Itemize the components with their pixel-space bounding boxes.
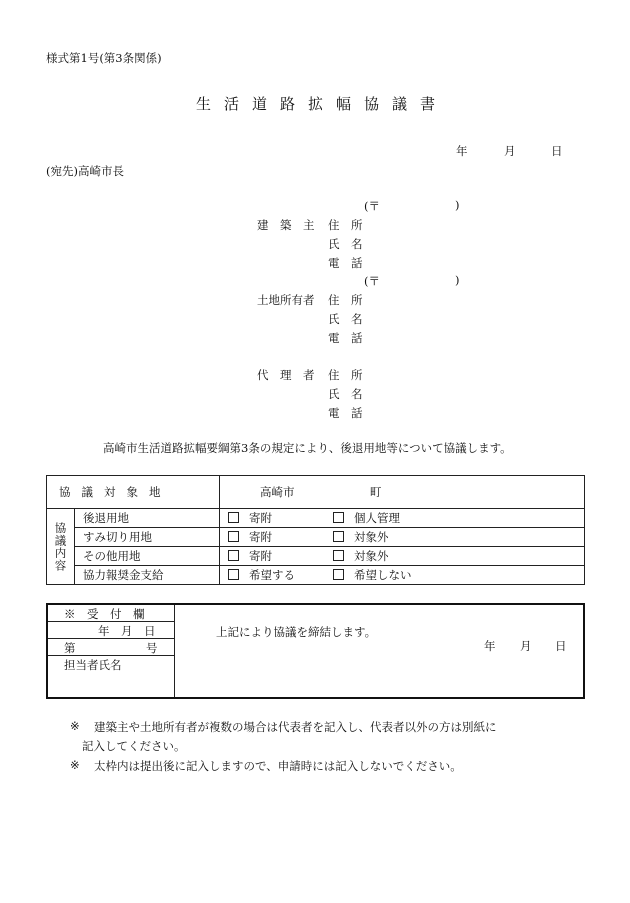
reception-number-prefix: 第	[64, 641, 76, 655]
row-options-other	[220, 547, 585, 566]
city-label: 高崎市	[260, 485, 295, 499]
agreement-statement: 高崎市生活道路拡幅要綱第3条の規定により、後退用地等について協議します。	[103, 441, 512, 455]
note-1-line-2: 記入してください。	[82, 739, 186, 753]
builder-address-label: 住 所	[328, 218, 363, 232]
option-label: 対象外	[354, 549, 389, 563]
option-label: 希望する	[249, 568, 295, 582]
reception-box	[46, 603, 585, 699]
target-land-value[interactable]	[220, 476, 585, 509]
builder-phone-label: 電 話	[328, 256, 363, 270]
date-day-label: 日	[551, 144, 563, 158]
note-1-line-1: 建築主や土地所有者が複数の場合は代表者を記入し、代表者以外の方は別紙に	[94, 720, 497, 734]
builder-postal-close: )	[455, 198, 460, 212]
target-land-label: 協議対象地	[47, 476, 220, 509]
builder-name-label: 氏 名	[328, 237, 363, 251]
landowner-postal-open: (〒	[364, 274, 380, 288]
option-label: 希望しない	[354, 568, 412, 582]
row-label-corner: すみ切り用地	[75, 528, 220, 547]
row-label-reward: 協力報奨金支給	[75, 566, 220, 585]
row-options-corner	[220, 528, 585, 547]
addressee: (宛先)高崎市長	[46, 164, 124, 178]
checkbox-setback-donate[interactable]	[228, 512, 239, 523]
landowner-postal-close: )	[455, 273, 460, 287]
checkbox-other-exempt[interactable]	[333, 550, 344, 561]
builder-postal-open: (〒	[364, 199, 380, 213]
form-number: 様式第1号(第3条関係)	[46, 51, 162, 65]
agreement-year-label: 年	[484, 639, 496, 653]
reception-date-label: 年 月 日	[98, 624, 156, 638]
checkbox-reward-yes[interactable]	[228, 569, 239, 580]
landowner-label: 土地所有者	[257, 293, 315, 307]
option-label: 個人管理	[354, 511, 400, 525]
agreement-month-label: 月	[520, 639, 532, 653]
landowner-phone-label: 電 話	[328, 331, 363, 345]
note-2: 太枠内は提出後に記入しますので、申請時には記入しないでください。	[94, 759, 462, 773]
option-label: 寄附	[249, 549, 272, 563]
landowner-address-label: 住 所	[328, 293, 363, 307]
row-options-setback	[220, 509, 585, 528]
checkbox-setback-private[interactable]	[333, 512, 344, 523]
agent-address-label: 住 所	[328, 368, 363, 382]
checkbox-corner-exempt[interactable]	[333, 531, 344, 542]
reception-column	[48, 605, 175, 697]
town-label: 町	[369, 485, 382, 499]
reception-header: ※ 受 付 欄	[64, 607, 145, 621]
reception-person-label: 担当者氏名	[64, 658, 122, 672]
note-2-mark: ※	[70, 758, 80, 772]
option-label: 寄附	[249, 530, 272, 544]
row-label-setback: 後退用地	[75, 509, 220, 528]
row-label-other: その他用地	[75, 547, 220, 566]
agent-label: 代 理 者	[257, 368, 315, 382]
content-label: 協議内容	[47, 509, 75, 585]
option-label: 寄附	[249, 511, 272, 525]
builder-label: 建 築 主	[257, 218, 315, 232]
date-month-label: 月	[504, 144, 516, 158]
reception-date-row[interactable]	[48, 622, 174, 639]
note-1-mark: ※	[70, 719, 80, 733]
checkbox-other-donate[interactable]	[228, 550, 239, 561]
agreement-day-label: 日	[555, 639, 567, 653]
date-year-label: 年	[456, 144, 468, 158]
reception-number-row[interactable]	[48, 639, 174, 656]
reception-header-row	[48, 605, 174, 622]
option-label: 対象外	[354, 530, 389, 544]
checkbox-reward-no[interactable]	[333, 569, 344, 580]
agreement-text: 上記により協議を締結します。	[216, 625, 377, 639]
agent-phone-label: 電 話	[328, 406, 363, 420]
reception-number-suffix: 号	[146, 641, 158, 655]
page-title: 生活道路拡幅協議書	[195, 95, 448, 113]
checkbox-corner-donate[interactable]	[228, 531, 239, 542]
consultation-table	[46, 475, 585, 585]
landowner-name-label: 氏 名	[328, 312, 363, 326]
row-options-reward	[220, 566, 585, 585]
agent-name-label: 氏 名	[328, 387, 363, 401]
